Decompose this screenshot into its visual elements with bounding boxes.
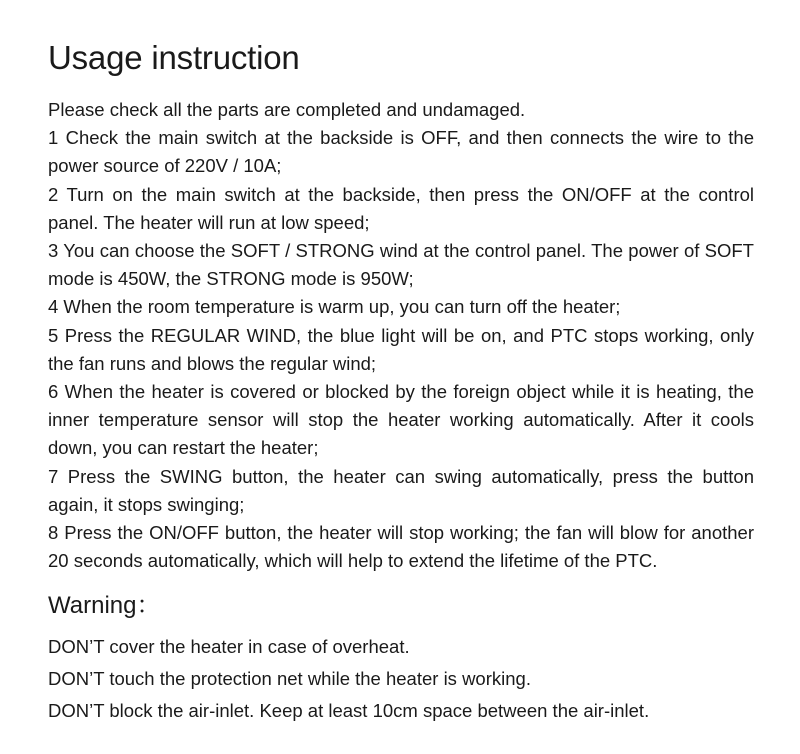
step-1: 1 Check the main switch at the backside is OFF, and then connects the wire to the power source of 220V / 10A; — [48, 127, 754, 177]
step-8: 8 Press the ON/OFF button, the heater will stop working; the fan will blow for another 20 seconds automatically, which will help to extend the lifetime of the PTC. — [48, 522, 754, 572]
page-title: Usage instruction — [48, 39, 300, 76]
step-5: 5 Press the REGULAR WIND, the blue light will be on, and PTC stops working, only the fan runs and blows the regular wind; — [48, 324, 754, 374]
warning-heading: Warning： — [48, 592, 161, 620]
warning-list — [48, 631, 754, 727]
step-2: 2 Turn on the main switch at the backside, then press the ON/OFF at the control panel. The heater will run at low speed; — [48, 183, 754, 233]
warning-item: DON’T block the air-inlet. Keep at least 10cm space between the air-inlet. — [48, 700, 650, 722]
instruction-list — [48, 96, 754, 575]
step-4: 4 When the room temperature is warm up, you can turn off the heater; — [48, 296, 621, 318]
step-3: 3 You can choose the SOFT / STRONG wind at the control panel. The power of SOFT mode is 450W, the STRONG mode is 950W; — [48, 240, 754, 290]
intro-text: Please check all the parts are completed and undamaged. — [48, 99, 526, 120]
warning-item: DON’T touch the protection net while the heater is working. — [48, 668, 531, 690]
step-7: 7 Press the SWING button, the heater can swing automatically, press the button again, it stops swinging; — [48, 465, 754, 515]
document-page — [48, 36, 754, 727]
step-6: 6 When the heater is covered or blocked by the foreign object while it is heating, the inner temperature sensor will stop the heater working automatically. After it cools down, you can restart the heater; — [48, 381, 754, 459]
warning-item: DON’T cover the heater in case of overheat. — [48, 636, 410, 658]
